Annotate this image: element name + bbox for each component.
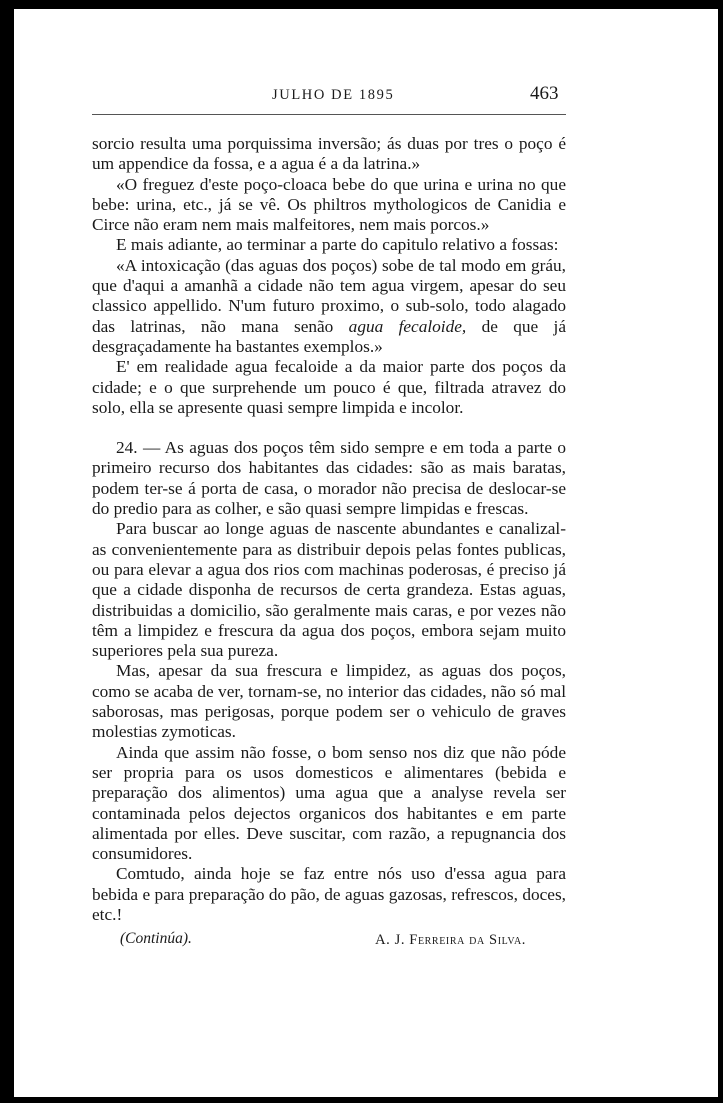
scan-border-right [718, 0, 723, 1103]
paragraph-text: E mais adiante, ao terminar a parte do capitulo relativo a fossas: [116, 235, 559, 255]
paragraph-text: «O freguez d'este poço-cloaca bebe do que urina e urina no que bebe: urina, etc., já se vê. Os philtros mythologicos de Canidia e Circe não eram nem mais malfeitores, nem mais porcos.» [92, 174, 566, 235]
running-title: JULHO DE 1895 [272, 87, 395, 103]
paragraph [92, 438, 566, 519]
paragraph [92, 743, 566, 865]
scan-border-top [0, 0, 723, 9]
author-signature: A. J. Ferreira da Silva. [375, 932, 526, 949]
paragraph-text: Mas, apesar da sua frescura e limpidez, as aguas dos poços, como se acaba de ver, tornam-se, no interior das cidades, não só mal saborosas, mas perigosas, porque podem ser o vehiculo de graves molestias zymoticas. [92, 661, 566, 742]
section-gap [92, 418, 566, 438]
paragraph-text: 24. — As aguas dos poços têm sido sempre e em toda a parte o primeiro recurso dos habitantes das cidades: são as mais baratas, podem ter-se á porta de casa, o morador não precisa de deslocar-se do predio para as colher, e são quasi sempre limpidas e frescas. [92, 438, 566, 519]
continua-note: (Continúa). [120, 930, 192, 948]
paragraph [92, 134, 566, 175]
paragraph-text: «A intoxicação (das aguas dos poços) sobe de tal modo em gráu, que d'aqui a amanhã a cidade não tem agua virgem, apesar do seu classico appellido. N'um futuro proximo, o sub-solo, todo alagado das latrinas, não mana senão [92, 255, 566, 336]
footer-row [92, 927, 566, 949]
paragraph [92, 864, 566, 925]
header-rule [92, 114, 566, 115]
paragraph [92, 357, 566, 418]
scan-border-left [0, 0, 14, 1103]
paragraph-text: Comtudo, ainda hoje se faz entre nós uso d'essa agua para bebida e para preparação do pão, de aguas gazosas, refrescos, doces, etc.! [92, 864, 566, 924]
paragraph [92, 661, 566, 742]
paragraph-text: E' em realidade agua fecaloide a da maior parte dos poços da cidade; e o que surprehende um pouco é que, filtrada atravez do solo, ella se apresente quasi sempre limpida e incolor. [92, 357, 566, 417]
italic-term: agua fecaloide, [348, 316, 467, 336]
paragraph [92, 175, 566, 236]
paragraph-text: de que já desgraçadamente ha bastantes exemplos.» [92, 316, 566, 356]
page-number: 463 [530, 83, 559, 104]
paragraph [92, 256, 566, 357]
paragraph-text: Para buscar ao longe aguas de nascente abundantes e canalizal-as convenientemente para as distribuir depois pelas fontes publicas, ou para elevar a agua dos rios com machinas poderosas, é preciso já que a cidade disponha de recursos de certa grandeza. Estas aguas, distribuidas a domicilio, são geralmente mais caras, e por vezes não têm a limpidez e frescura da agua dos poços, embora sejam muito superiores pela sua pureza. [92, 519, 566, 661]
page-body [92, 134, 566, 949]
scan-border-bottom [0, 1097, 723, 1103]
paragraph-text: Ainda que assim não fosse, o bom senso nos diz que não póde ser propria para os usos domesticos e alimentares (bebida e preparação dos alimentos) uma agua que a analyse revela ser contaminada pelos dejectos organicos dos habitantes e em parte alimentada por elles. Deve suscitar, com razão, a repugnancia dos consumidores. [92, 742, 566, 864]
paragraph [92, 235, 566, 255]
paragraph [92, 519, 566, 661]
paragraph-text: sorcio resulta uma porquissima inversão; ás duas por tres o poço é um appendice da fossa, e a agua é a da latrina.» [92, 134, 566, 174]
